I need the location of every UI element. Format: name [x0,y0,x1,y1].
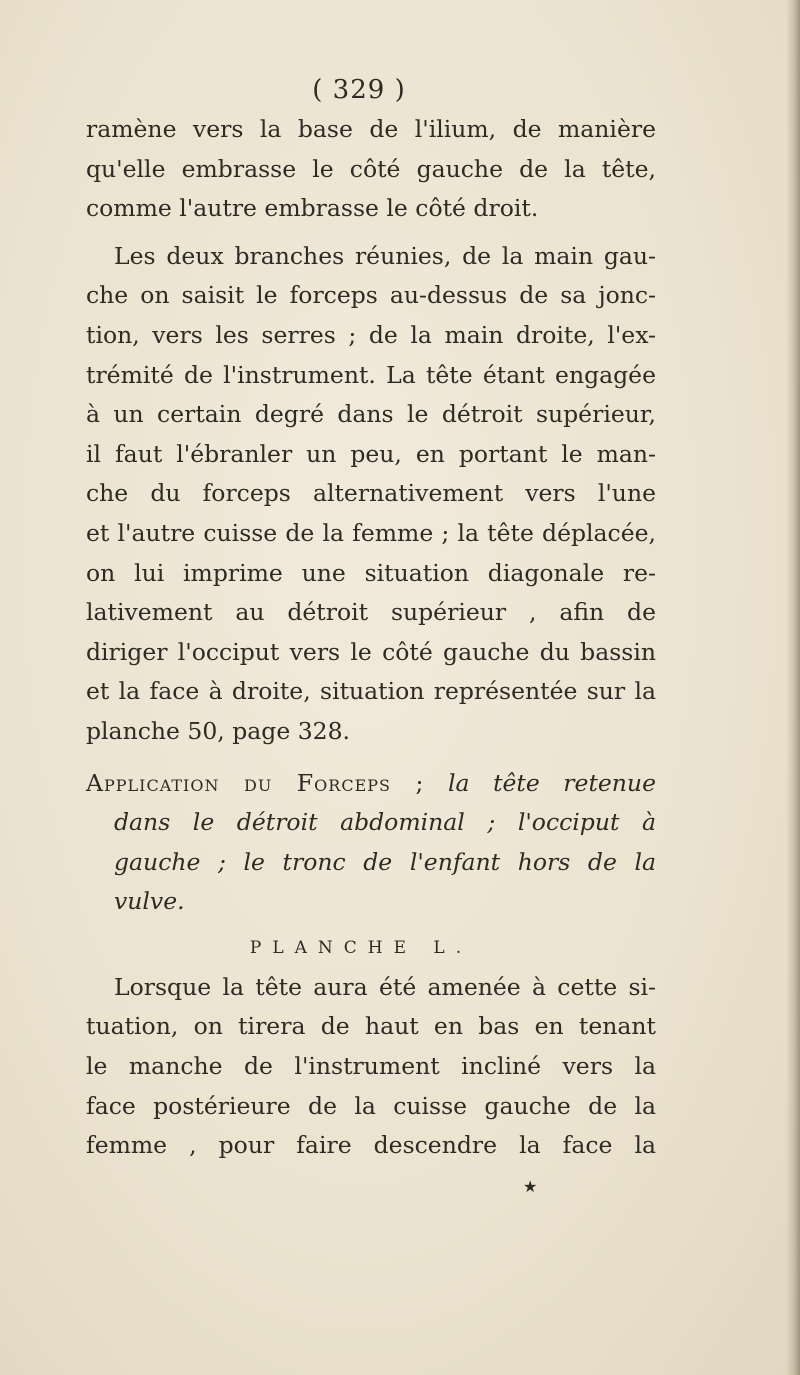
paragraph-2 [86,237,656,752]
heading-italic: la tête retenue [448,768,656,797]
text-line: on lui imprime une situation diagonale re- [86,558,656,587]
heading-smallcaps: Application du Forceps ; [86,768,425,797]
heading-line: dans le détroit abdominal ; l'occiput à [114,808,656,837]
text-line: lativement au détroit supérieur , afin de [86,598,656,627]
heading-line [86,764,656,804]
page-content [86,70,656,1166]
signature-mark: ★ [523,1177,538,1196]
text-line: ramène vers la base de l'ilium, de manière [86,115,656,143]
page-number: ( 329 ) [312,75,406,105]
paragraph-1 [86,110,656,229]
text-line: planche 50, page 328. [86,716,351,745]
text-line: tuation, on tirera de haut en bas en tenant [86,1012,656,1041]
text-line: et l'autre cuisse de la femme ; la tête déplacée, [86,518,656,547]
text-line: le manche de l'instrument incliné vers la [86,1052,656,1081]
text-line: comme l'autre embrasse le côté droit. [86,194,539,223]
text-line: Lorsque la tête aura été amenée à cette si- [114,972,656,1001]
page-edge-shadow [786,0,800,1375]
heading-line: gauche ; le tronc de l'enfant hors de la [114,847,656,876]
text-line: face postérieure de la cuisse gauche de la [86,1091,656,1120]
paragraph-3 [86,968,656,1166]
text-line: à un certain degré dans le détroit supérieur, [86,400,656,429]
text-line: tion, vers les serres ; de la main droite, l'ex- [86,320,656,349]
section-heading [86,764,656,922]
text-line: diriger l'occiput vers le côté gauche du bassin [86,637,656,666]
text-line: qu'elle embrasse le côté gauche de la tête, [86,154,656,183]
text-line: il faut l'ébranler un peu, en portant le man- [86,439,656,468]
text-line: Les deux branches réunies, de la main gau- [114,241,656,270]
text-line: che on saisit le forceps au-dessus de sa jonc- [86,281,656,310]
text-line: et la face à droite, situation représentée sur la [86,677,656,706]
text-line: che du forceps alternativement vers l'une [86,479,656,508]
text-line: femme , pour faire descendre la face la [86,1131,656,1160]
text-line: trémité de l'instrument. La tête étant engagée [86,360,656,389]
plate-label: PLANCHE L. [249,937,473,958]
heading-line: vulve. [114,887,185,916]
